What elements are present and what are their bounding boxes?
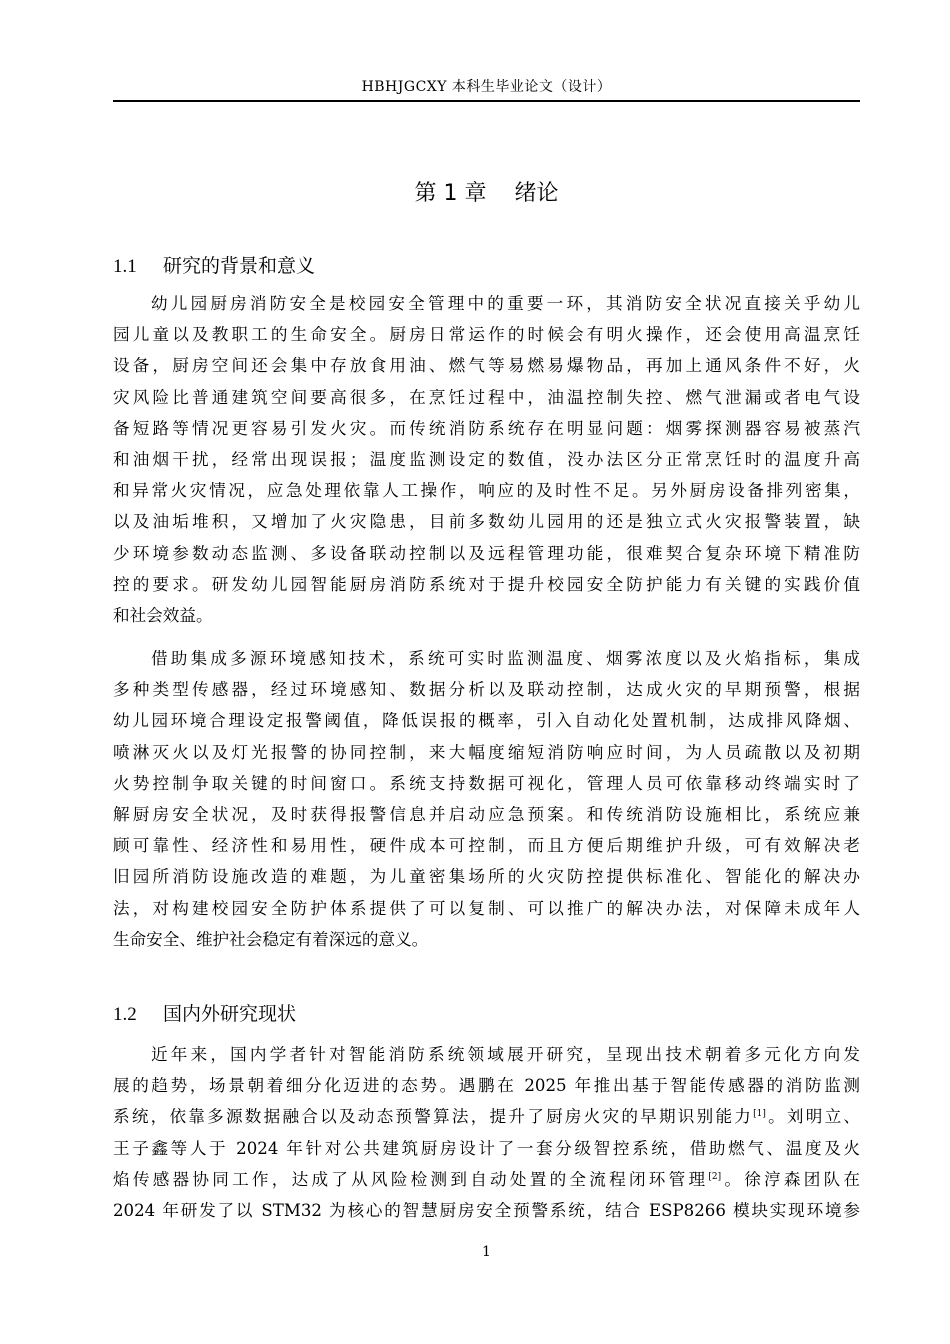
text-line: 喷淋灭火以及灯光报警的协同控制，来大幅度缩短消防响应时间，为人员疏散以及初期 bbox=[113, 742, 860, 762]
text-line: 和异常火灾情况，应急处理依靠人工操作，响应的及时性不足。另外厨房设备排列密集， bbox=[113, 481, 860, 501]
text-line: 借助集成多源环境感知技术，系统可实时监测温度、烟雾浓度以及火焰指标，集成 bbox=[151, 649, 860, 668]
paragraph-research-status bbox=[113, 1039, 860, 1226]
section-heading-1-2 bbox=[113, 1000, 860, 1029]
paragraph-background-1 bbox=[113, 288, 860, 631]
text-line: 和油烟干扰，经常出现误报；温度监测设定的数值，没办法区分正常烹饪时的温度升高 bbox=[113, 449, 860, 469]
text-line: 解厨房安全状况，及时获得报警信息并启动应急预案。和传统消防设施相比，系统应兼 bbox=[113, 804, 860, 824]
line-text: 系统，依靠多源数据融合以及动态预警算法，提升了厨房火灾的早期识别能力 bbox=[113, 1107, 754, 1127]
text-line: 2024 年研发了以 STM32 为核心的智慧厨房安全预警系统，结合 ESP8266 模块实现环境参 bbox=[113, 1200, 860, 1220]
line-text: 。刘明立、 bbox=[765, 1107, 861, 1127]
text-line: 法，对构建校园安全防护体系提供了可以复制、可以推广的解决办法，对保障未成年人 bbox=[113, 898, 860, 918]
text-line bbox=[113, 1101, 860, 1132]
text-line: 园儿童以及教职工的生命安全。厨房日常运作的时候会有明火操作，还会使用高温烹饪 bbox=[113, 325, 860, 345]
citation-1[interactable]: [1] bbox=[753, 1109, 766, 1120]
text-line: 幼儿园厨房消防安全是校园安全管理中的重要一环，其消防安全状况直接关乎幼儿 bbox=[151, 294, 860, 313]
line-text: 。徐涥森团队在 bbox=[721, 1169, 861, 1189]
line-text: 焰传感器协同工作，达成了从风险检测到自动处置的全流程闭环管理 bbox=[113, 1169, 709, 1189]
text-line: 近年来，国内学者针对智能消防系统领域展开研究，呈现出技术朝着多元化方向发 bbox=[151, 1045, 860, 1064]
text-line bbox=[113, 1164, 860, 1195]
paragraph-background-2 bbox=[113, 643, 860, 955]
chapter-name: 绪论 bbox=[514, 181, 559, 206]
text-line: 生命安全、维护社会稳定有着深远的意义。 bbox=[113, 929, 429, 949]
section-heading-1-1 bbox=[113, 252, 860, 281]
page-header: HBHJGCXY 本科生毕业论文（设计） bbox=[361, 79, 612, 95]
text-line: 多种类型传感器，经过环境感知、数据分析以及联动控制，达成火灾的早期预警，根据 bbox=[113, 680, 860, 700]
text-line: 顾可靠性、经济性和易用性，硬件成本可控制，而且方便后期维护升级，可有效解决老 bbox=[113, 836, 860, 856]
citation-2[interactable]: [2] bbox=[708, 1171, 722, 1182]
chapter-title bbox=[113, 178, 860, 210]
text-line: 幼儿园环境合理设定报警阈值，降低误报的概率，引入自动化处置机制，达成排风降烟、 bbox=[113, 711, 860, 731]
text-line: 少环境参数动态监测、多设备联动控制以及远程管理功能，很难契合复杂环境下精准防 bbox=[113, 543, 860, 563]
text-line: 旧园所消防设施改造的难题，为儿童密集场所的火灾防控提供标准化、智能化的解决办 bbox=[113, 867, 860, 887]
section-number: 1.1 bbox=[113, 256, 137, 277]
header-rule bbox=[113, 100, 860, 102]
text-line: 设备，厨房空间还会集中存放食用油、燃气等易燃易爆物品，再加上通风条件不好，火 bbox=[113, 356, 860, 376]
text-line: 展的趋势，场景朝着细分化迈进的态势。遇鹏在 2025 年推出基于智能传感器的消防监测 bbox=[113, 1076, 860, 1096]
text-line: 控的要求。研发幼儿园智能厨房消防系统对于提升校园安全防护能力有关键的实践价值 bbox=[113, 574, 860, 594]
section-title: 国内外研究现状 bbox=[163, 1003, 297, 1025]
text-line: 备短路等情况更容易引发火灾。而传统消防系统存在明显问题：烟雾探测器容易被蒸汽 bbox=[113, 418, 860, 438]
text-line: 以及油垢堆积，又增加了火灾隐患，目前多数幼儿园用的还是独立式火灾报警装置，缺 bbox=[113, 512, 860, 532]
section-title: 研究的背景和意义 bbox=[163, 255, 316, 277]
chapter-label: 第 1 章 bbox=[414, 181, 487, 206]
text-line: 火势控制争取关键的时间窗口。系统支持数据可视化，管理人员可依靠移动终端实时了 bbox=[113, 773, 860, 793]
text-line: 王子鑫等人于 2024 年针对公共建筑厨房设计了一套分级智控系统，借助燃气、温度及火 bbox=[113, 1138, 860, 1158]
page-number: 1 bbox=[482, 1244, 491, 1260]
text-line: 和社会效益。 bbox=[113, 605, 213, 625]
section-number: 1.2 bbox=[113, 1004, 137, 1025]
text-line: 灾风险比普通建筑空间要高很多，在烹饪过程中，油温控制失控、燃气泄漏或者电气设 bbox=[113, 387, 860, 407]
